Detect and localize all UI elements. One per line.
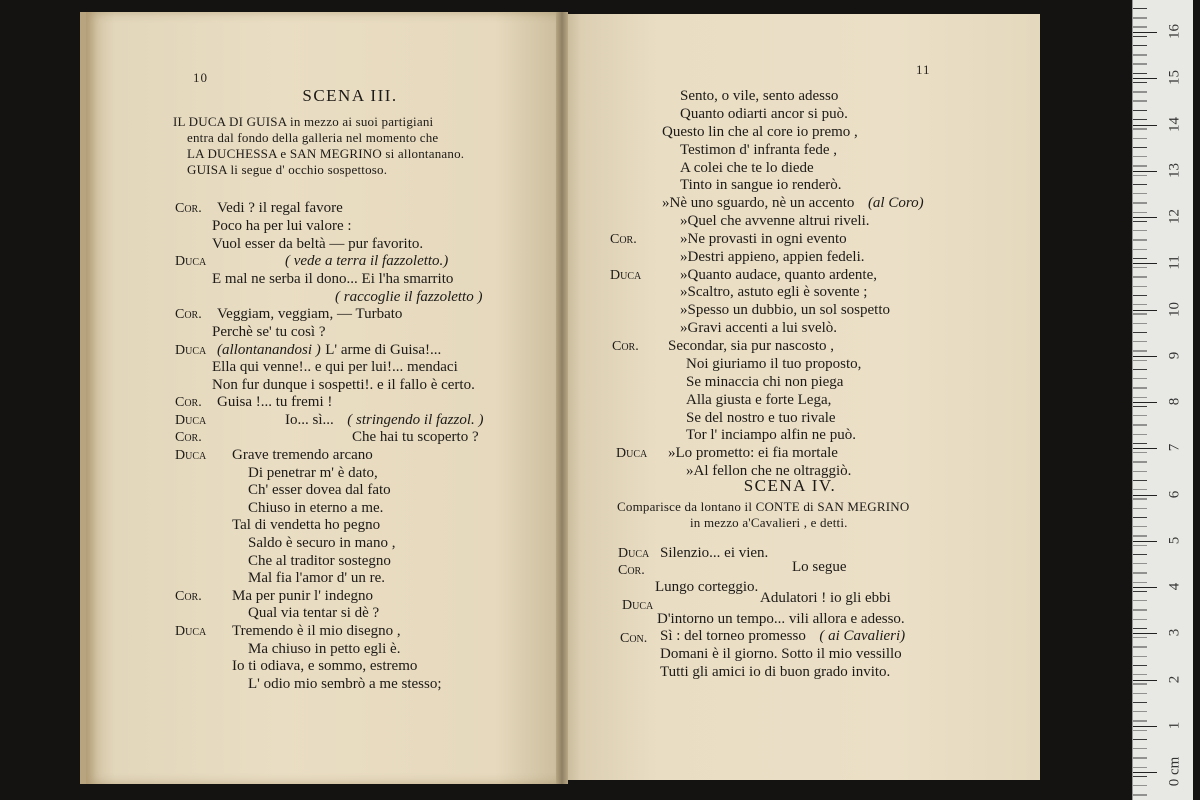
- verse-line: [217, 394, 332, 410]
- verse-line: [662, 124, 858, 140]
- verse-line: [680, 106, 848, 122]
- verse-line: [232, 658, 417, 674]
- right-stage-direction-line: in mezzo a'Cavalieri , e detti.: [690, 515, 848, 530]
- verse-text: L' odio mio sembrò a me stesso;: [248, 676, 442, 692]
- verse-text: Sento, o vile, sento adesso: [680, 88, 839, 104]
- verse-line: [212, 271, 453, 287]
- verse-line: [212, 359, 458, 375]
- verse-text: Che al traditor sostegno: [248, 553, 391, 569]
- verse-line: [686, 392, 831, 408]
- ruler-major-tick: [1133, 402, 1157, 403]
- ruler-label: 2: [1166, 675, 1183, 683]
- verse-text: Lungo corteggio.: [655, 579, 759, 595]
- speaker-label: Cor.: [175, 201, 202, 216]
- verse-line: [657, 611, 905, 627]
- stage-direction: (al Coro): [867, 195, 924, 211]
- ruler-label: 11: [1166, 255, 1183, 270]
- stage-direction: ( stringendo il fazzol. ): [347, 412, 484, 428]
- speaker-label: Cor.: [175, 430, 202, 445]
- verse-line: [248, 676, 442, 692]
- verse-text: »Gravi accenti a lui svelò.: [680, 320, 838, 336]
- verse-line: [655, 579, 758, 595]
- verse-line: [212, 324, 326, 340]
- right-stage-direction-line: Comparisce da lontano il CONTE di SAN MEGRINO: [617, 499, 910, 514]
- verse-line: [686, 356, 861, 372]
- verse-text: Silenzio... ei vien.: [660, 545, 769, 561]
- verse-line: [680, 88, 838, 104]
- verse-line: [680, 302, 890, 318]
- verse-text: Domani è il giorno. Sotto il mio vessillo: [660, 646, 902, 662]
- ruler-major-tick: [1133, 263, 1157, 264]
- ruler-label: 8: [1166, 397, 1183, 406]
- ruler-label: 10: [1166, 301, 1183, 317]
- verse-text: »Quanto audace, quanto ardente,: [680, 267, 877, 283]
- verse-line: [680, 213, 870, 229]
- verse-text: Poco ha per lui valore :: [212, 218, 352, 234]
- verse-text: »Scaltro, astuto egli è sovente ;: [680, 284, 868, 300]
- verse-line: [680, 320, 837, 336]
- verse-text: Se del nostro e tuo rivale: [686, 410, 836, 426]
- verse-line: [686, 463, 851, 479]
- verse-line: [680, 249, 865, 265]
- speaker-label: Duca: [610, 268, 642, 283]
- verse-line: [686, 427, 856, 443]
- verse-line: [660, 545, 768, 561]
- verse-line: [232, 517, 380, 533]
- verse-line: [248, 570, 385, 586]
- verse-text: Secondar, sia pur nascosto ,: [668, 338, 835, 354]
- ruler-label: 6: [1166, 490, 1183, 498]
- verse-text: Chiuso in eterno a me.: [248, 500, 384, 516]
- verse-line: [248, 482, 391, 498]
- verse-line: [680, 177, 842, 193]
- ruler-label: 13: [1166, 162, 1183, 178]
- ruler-major-tick: [1133, 772, 1157, 773]
- verse-text: A colei che te lo diede: [680, 160, 814, 176]
- verse-text: Mal fia l'amor d' un re.: [248, 570, 386, 586]
- ruler-major-tick: [1133, 171, 1157, 172]
- ruler-label: 3: [1166, 629, 1183, 637]
- verse-line: [686, 374, 843, 390]
- verse-line: [760, 590, 891, 606]
- verse-text: Quanto odiarti ancor si può.: [680, 106, 848, 122]
- speaker-label: Duca: [175, 343, 207, 358]
- speaker-label: Cor.: [175, 395, 202, 410]
- verse-text: Qual via tentar si dè ?: [248, 605, 380, 621]
- verse-text: Che hai tu scoperto ?: [352, 429, 479, 445]
- verse-line: [212, 377, 475, 393]
- stage-direction: ( raccoglie il fazzoletto ): [335, 289, 483, 305]
- verse-text: »Destri appieno, appien fedeli.: [680, 249, 865, 265]
- verse-text: »Lo prometto: ei fia mortale: [668, 445, 838, 461]
- verse-text: Perchè se' tu così ?: [212, 324, 326, 340]
- verse-text: Io ti odiava, e sommo, estremo: [232, 658, 418, 674]
- right-page-number: 11: [916, 62, 931, 77]
- verse-line: [212, 218, 352, 234]
- verse-text: Grave tremendo arcano: [232, 447, 373, 463]
- verse-text: Ma per punir l' indegno: [232, 588, 374, 604]
- verse-text: »Spesso un dubbio, un sol sospetto: [680, 302, 891, 318]
- verse-text: Non fur dunque i sospetti!. e il fallo è certo.: [212, 377, 475, 393]
- verse-line: [680, 142, 837, 158]
- verse-text: »Al fellon che ne oltraggiò.: [686, 463, 852, 479]
- verse-line: [660, 646, 902, 662]
- verse-text: Alla giusta e forte Lega,: [686, 392, 832, 408]
- ruler-major-tick: [1133, 587, 1157, 588]
- speaker-label: Duca: [175, 254, 207, 269]
- verse-text: Saldo è securo in mano ,: [248, 535, 396, 551]
- verse-line: [232, 623, 401, 639]
- verse-line: [660, 628, 905, 644]
- verse-text: »Quel che avvenne altrui riveli.: [680, 213, 870, 229]
- speaker-label: Cor.: [175, 307, 202, 322]
- speaker-label: Cor.: [610, 232, 637, 247]
- left-stage-direction-line: LA DUCHESSA e SAN MEGRINO si allontanano.: [187, 146, 465, 161]
- verse-line: [248, 641, 400, 657]
- verse-text: Tal di vendetta ho pegno: [232, 517, 381, 533]
- verse-text: Ma chiuso in petto egli è.: [248, 641, 401, 657]
- verse-text: Tremendo è il mio disegno ,: [232, 623, 401, 639]
- verse-line: [232, 588, 373, 604]
- verse-line: [668, 445, 838, 461]
- ruler-label: 1: [1166, 721, 1183, 729]
- verse-text: Sì : del torneo promesso: [660, 628, 806, 644]
- speaker-label: Cor.: [618, 563, 645, 578]
- left-scene-title: SCENA III.: [302, 86, 398, 105]
- verse-line: [680, 160, 814, 176]
- verse-text: Adulatori ! io gli ebbi: [760, 590, 891, 606]
- verse-text: Di penetrar m' è dato,: [248, 465, 378, 481]
- verse-line: [217, 200, 343, 216]
- stage-direction: ( vede a terra il fazzoletto.): [285, 253, 449, 269]
- verse-line: [335, 289, 482, 305]
- verse-text: Ch' esser dovea dal fato: [248, 482, 391, 498]
- verse-line: [680, 267, 877, 283]
- verse-line: [680, 231, 847, 247]
- verse-line: [212, 236, 423, 252]
- speaker-label: Duca: [175, 413, 207, 428]
- verse-line: [668, 338, 834, 354]
- verse-text: Tutti gli amici io di buon grado invito.: [660, 664, 891, 680]
- speaker-label: Duca: [175, 448, 207, 463]
- ruler-major-tick: [1133, 310, 1157, 311]
- ruler-label: 7: [1166, 444, 1183, 452]
- verse-line: [248, 605, 379, 621]
- ruler-label: 14: [1166, 116, 1183, 132]
- speaker-label: Cor.: [612, 339, 639, 354]
- verse-line: [792, 559, 847, 575]
- speaker-label: Cor.: [175, 589, 202, 604]
- ruler-label: 5: [1166, 536, 1183, 544]
- ruler-label: 12: [1166, 209, 1183, 224]
- stage-direction: (allontanandosi ): [217, 342, 321, 358]
- ruler-major-tick: [1133, 78, 1157, 79]
- verse-line: [662, 195, 924, 211]
- verse-line: [217, 342, 441, 358]
- speaker-label: Con.: [620, 631, 648, 646]
- left-stage-direction-line: entra dal fondo della galleria nel momento che: [187, 130, 439, 145]
- verse-line: [248, 465, 378, 481]
- left-stage-direction-line: GUISA li segue d' occhio sospettoso.: [187, 162, 388, 177]
- verse-text: Tor l' inciampo alfin ne può.: [686, 427, 856, 443]
- left-stage-direction-line: IL DUCA DI GUISA in mezzo ai suoi partigiani: [173, 114, 434, 129]
- verse-line: [248, 500, 383, 516]
- verse-text: L' arme di Guisa!...: [325, 342, 442, 358]
- speaker-label: Duca: [618, 546, 650, 561]
- verse-text: Veggiam, veggiam, — Turbato: [217, 306, 403, 322]
- ruler-major-tick: [1133, 541, 1157, 542]
- verse-line: [680, 284, 867, 300]
- measuring-ruler: [1132, 0, 1193, 800]
- speaker-label: Duca: [616, 446, 648, 461]
- verse-text: Guisa !... tu fremi !: [217, 394, 333, 410]
- ruler-label: 4: [1166, 582, 1183, 591]
- verse-text: Se minaccia chi non piega: [686, 374, 844, 390]
- verse-text: Io... sì...: [285, 412, 334, 428]
- verse-line: [285, 253, 448, 269]
- verse-text: D'intorno un tempo... vili allora e adesso.: [657, 611, 905, 627]
- ruler-major-tick: [1133, 495, 1157, 496]
- ruler-label: 15: [1166, 70, 1183, 86]
- speaker-label: Duca: [175, 624, 207, 639]
- verse-text: Ella qui venne!.. e qui per lui!... mendaci: [212, 359, 458, 375]
- ruler-major-tick: [1133, 680, 1157, 681]
- ruler-label: 16: [1166, 24, 1183, 39]
- verse-text: »Ne provasti in ogni evento: [680, 231, 847, 247]
- verse-text: Questo lin che al core io premo ,: [662, 124, 858, 140]
- verse-text: Vuol esser da beltà — pur favorito.: [212, 236, 424, 252]
- verse-line: [248, 535, 395, 551]
- verse-line: [248, 553, 391, 569]
- verse-text: E mal ne serba il dono... Ei l'ha smarrito: [212, 271, 454, 287]
- ruler-label: 9: [1166, 351, 1183, 359]
- ruler-major-tick: [1133, 125, 1157, 126]
- verse-text: Tinto in sangue io renderò.: [680, 177, 842, 193]
- verse-line: [660, 664, 890, 680]
- verse-line: [285, 412, 484, 428]
- ruler-major-tick: [1133, 356, 1157, 357]
- verse-text: Lo segue: [792, 559, 847, 575]
- verse-text: Noi giuriamo il tuo proposto,: [686, 356, 862, 372]
- verse-text: Testimon d' infranta fede ,: [680, 142, 838, 158]
- verse-line: [217, 306, 402, 322]
- book-gutter: [556, 12, 568, 784]
- right-scene-title: SCENA IV.: [743, 476, 837, 495]
- ruler-major-tick: [1133, 726, 1157, 727]
- ruler-major-tick: [1133, 448, 1157, 449]
- ruler-label: 0 cm: [1166, 756, 1183, 787]
- ruler-major-tick: [1133, 633, 1157, 634]
- verse-line: [352, 429, 479, 445]
- verse-text: »Nè uno sguardo, nè un accento: [662, 195, 855, 211]
- left-page-number: 10: [193, 70, 208, 85]
- stage-direction: ( ai Cavalieri): [819, 628, 906, 644]
- ruler-major-tick: [1133, 217, 1157, 218]
- verse-line: [686, 410, 836, 426]
- ruler-major-tick: [1133, 32, 1157, 33]
- speaker-label: Duca: [622, 598, 654, 613]
- verse-text: Vedi ? il regal favore: [217, 200, 343, 216]
- verse-line: [232, 447, 373, 463]
